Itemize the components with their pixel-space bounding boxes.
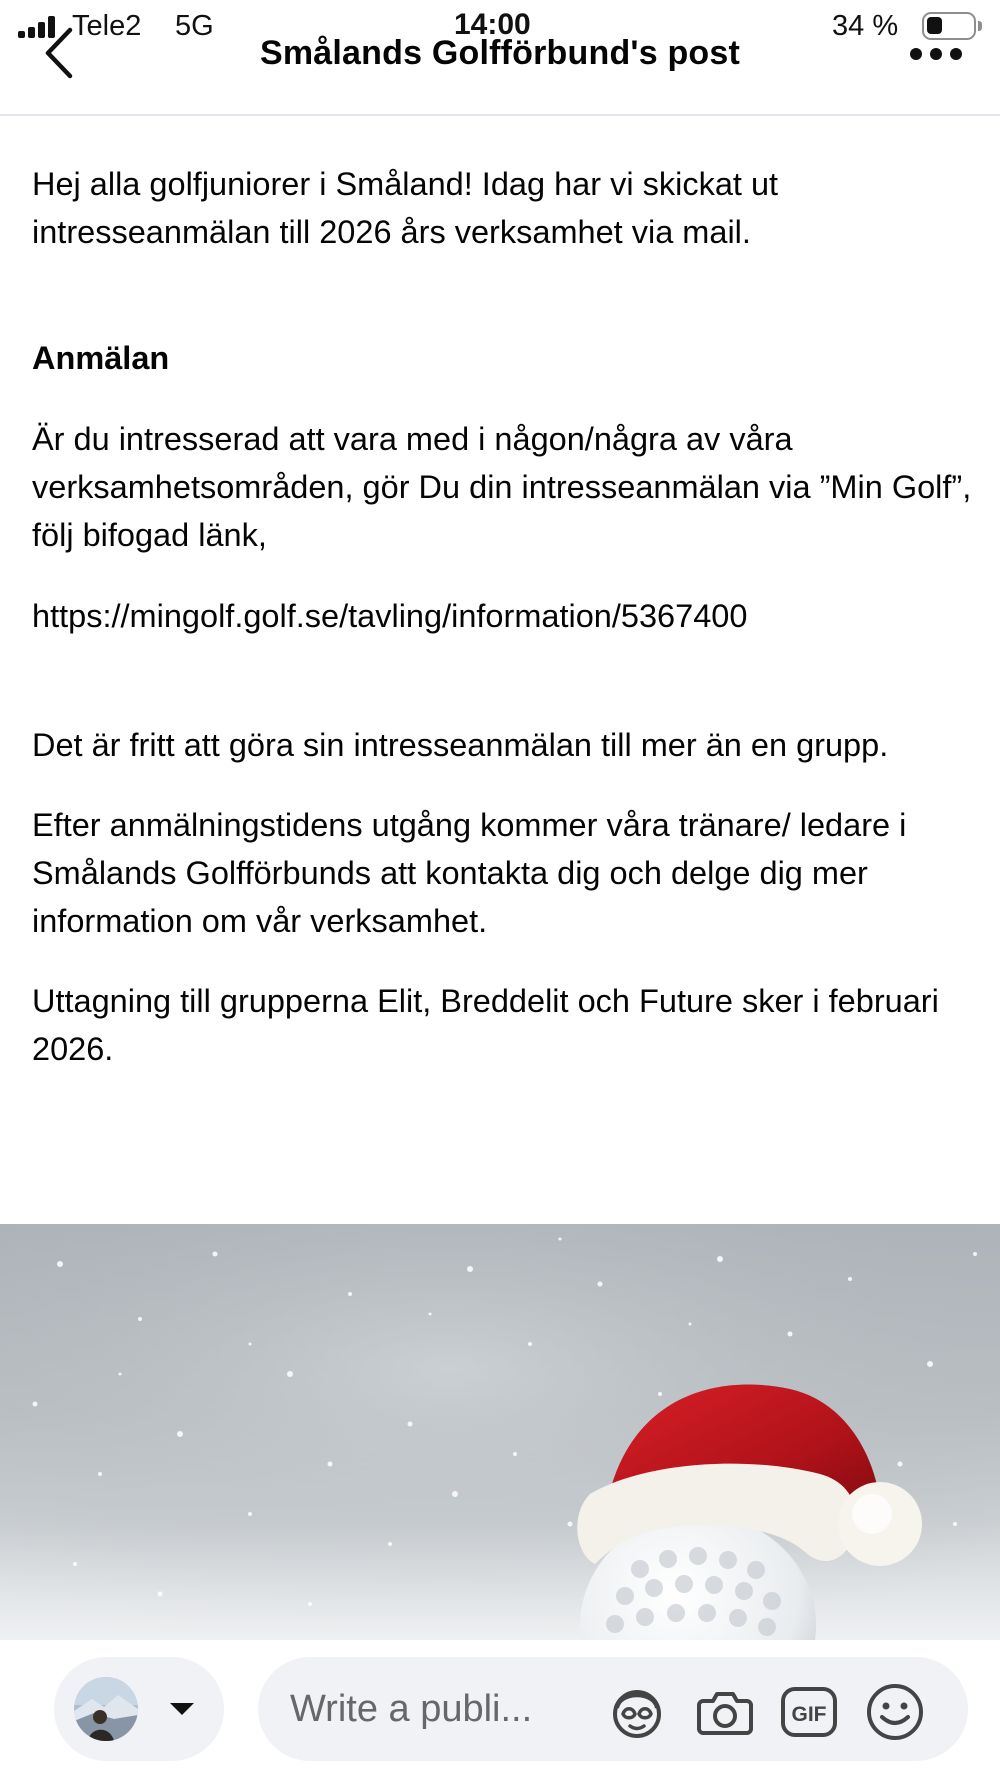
comment-identity-switcher[interactable] <box>54 1657 224 1761</box>
camera-button[interactable] <box>694 1681 756 1743</box>
avatar-sticker-icon <box>606 1681 668 1743</box>
post-header <box>0 0 1000 116</box>
status-time: 14:00 <box>454 8 531 41</box>
gif-icon <box>778 1681 840 1743</box>
post-paragraph: Är du intresserad att vara med i någon/några av våra verksamhetsområden, gör Du din intresseanmälan via ”Min Golf”, följ bifogad länk, <box>32 421 972 553</box>
page-title: Smålands Golfförbund's post <box>259 34 741 72</box>
avatar <box>74 1677 138 1741</box>
golf-ball-santa-hat-photo <box>0 1224 1000 1640</box>
post-link[interactable]: https://mingolf.golf.se/tavling/information/5367400 <box>32 598 748 634</box>
post-paragraph: Det är fritt att göra sin intresseanmälan till mer än en grupp. <box>32 727 889 763</box>
gif-button[interactable] <box>778 1681 840 1743</box>
caret-down-icon <box>170 1703 194 1715</box>
post-paragraph: Uttagning till grupperna Elit, Breddelit och Future sker i februari 2026. <box>32 983 939 1067</box>
post-paragraph: Efter anmälningstidens utgång kommer våra tränare/ ledare i Smålands Golfförbunds att kontakta dig och delge dig mer information om vår verksamhet. <box>32 807 907 939</box>
svg-text:GIF: GIF <box>791 1703 827 1726</box>
battery-percent: 34 % <box>832 10 899 42</box>
camera-icon <box>694 1681 756 1743</box>
post-heading: Anmälan <box>32 340 170 376</box>
post-text <box>32 160 982 1073</box>
user-avatar-photo <box>74 1677 138 1741</box>
emoji-icon <box>864 1681 926 1743</box>
more-options-button[interactable] <box>906 44 966 64</box>
post-image[interactable] <box>0 1224 1000 1640</box>
comment-placeholder: Write a publi... <box>290 1688 533 1730</box>
avatar-sticker-button[interactable] <box>606 1681 668 1743</box>
comment-input[interactable] <box>258 1657 968 1761</box>
carrier-name: Tele2 <box>72 10 142 42</box>
network-type: 5G <box>175 10 214 42</box>
post-intro: Hej alla golfjuniorer i Småland! Idag har vi skickat ut intresseanmälan till 2026 års verksamhet via mail. <box>32 166 779 250</box>
comment-bar <box>0 1640 1000 1778</box>
more-horizontal-icon <box>910 48 922 60</box>
emoji-button[interactable] <box>864 1681 926 1743</box>
